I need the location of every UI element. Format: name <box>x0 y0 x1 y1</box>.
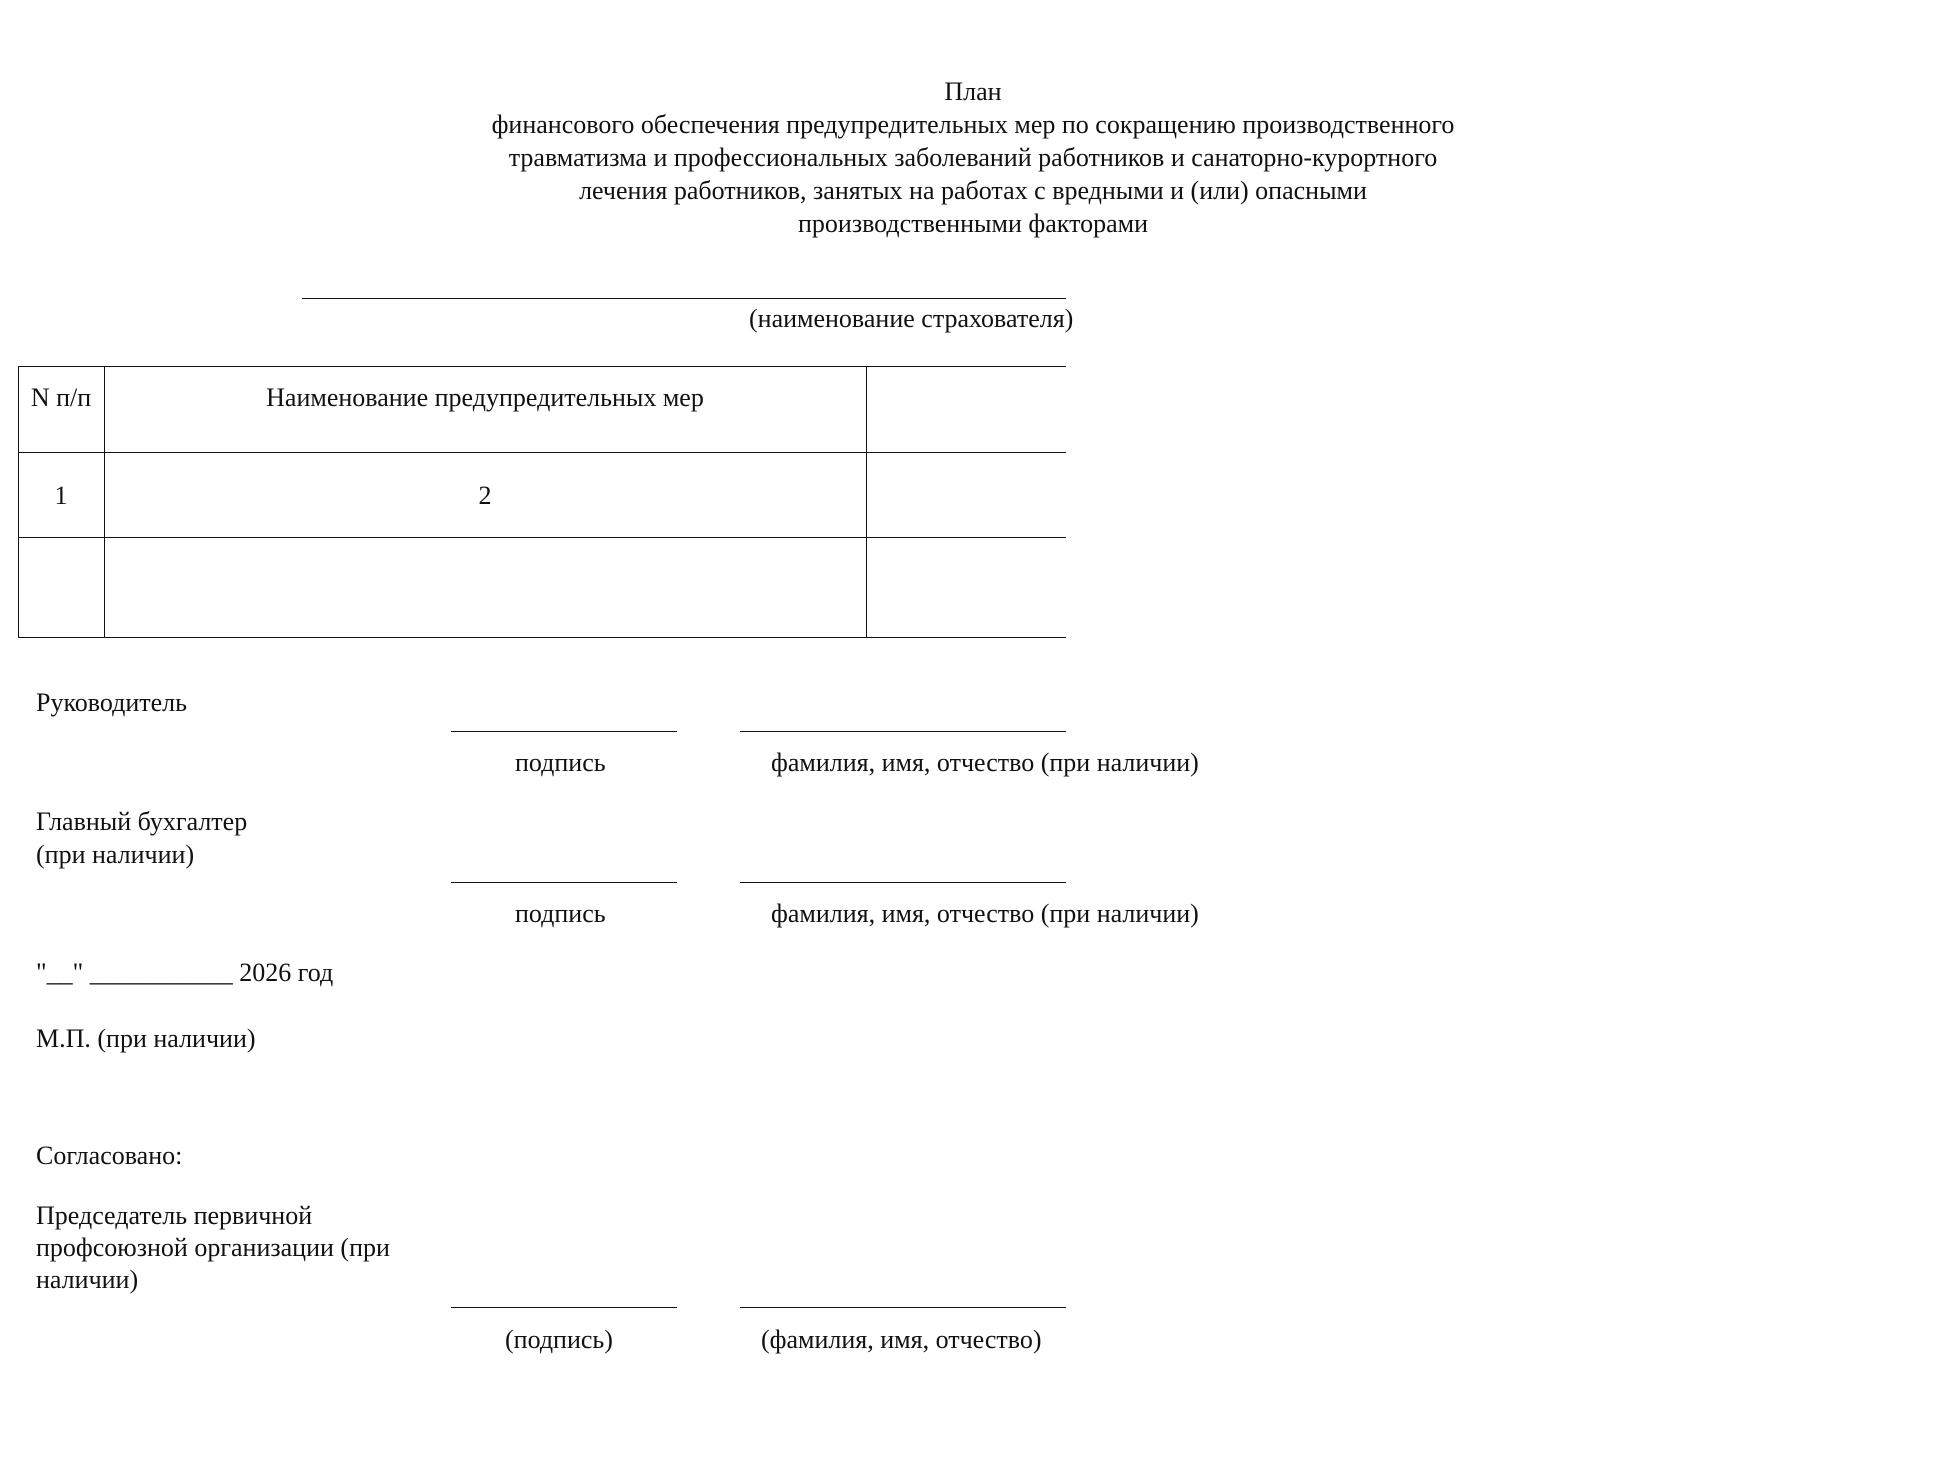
accountant-label: Главный бухгалтер <box>36 807 248 836</box>
accountant-label-note: (при наличии) <box>36 840 195 869</box>
union-signature-line[interactable] <box>451 1307 677 1308</box>
insurer-name-caption: (наименование страхователя) <box>749 304 1074 333</box>
table-border-top <box>18 366 1066 367</box>
accountant-signature-caption: подпись <box>515 899 606 928</box>
stamp-label: М.П. (при наличии) <box>36 1024 256 1053</box>
table-border-header <box>18 452 1066 453</box>
table-border-bottom <box>18 637 1066 638</box>
table-cell-measures: 2 <box>478 481 492 510</box>
table-cell-number-empty[interactable] <box>18 572 104 602</box>
table-cell-number: 1 <box>54 481 68 510</box>
director-signature-caption: подпись <box>515 748 606 777</box>
table-header-measures: Наименование предупредительных мер <box>266 383 704 412</box>
document-subtitle-line-3: лечения работников, занятых на работах с вредными и (или) опасными <box>579 176 1367 205</box>
director-label: Руководитель <box>36 688 187 717</box>
insurer-name-line[interactable] <box>302 298 1066 299</box>
date-field[interactable]: "__" ___________ 2026 год <box>36 958 334 987</box>
document-subtitle-line-1: финансового обеспечения предупредительных мер по сокращению производственного <box>491 110 1455 139</box>
document-subtitle-line-2: травматизма и профессиональных заболеваний работников и санаторно-курортного <box>508 143 1438 172</box>
director-name-line[interactable] <box>740 731 1066 732</box>
agreed-label: Согласовано: <box>36 1141 183 1170</box>
table-cell-col3-empty[interactable] <box>866 572 1066 602</box>
union-signature-caption: (подпись) <box>505 1325 613 1354</box>
table-cell-measures-empty[interactable] <box>104 572 866 602</box>
table-header-number: N п/п <box>30 383 92 412</box>
union-name-line[interactable] <box>740 1307 1066 1308</box>
accountant-signature-line[interactable] <box>451 882 677 883</box>
accountant-name-caption: фамилия, имя, отчество (при наличии) <box>771 899 1199 928</box>
document-subtitle-line-4: производственными факторами <box>797 209 1148 238</box>
table-border-row1 <box>18 537 1066 538</box>
union-chair-label: Председатель первичной профсоюзной организации (при наличии) <box>36 1201 390 1294</box>
union-name-caption: (фамилия, имя, отчество) <box>761 1325 1042 1354</box>
director-name-caption: фамилия, имя, отчество (при наличии) <box>771 748 1199 777</box>
director-signature-line[interactable] <box>451 731 677 732</box>
document-title: План <box>944 77 1002 106</box>
accountant-name-line[interactable] <box>740 882 1066 883</box>
